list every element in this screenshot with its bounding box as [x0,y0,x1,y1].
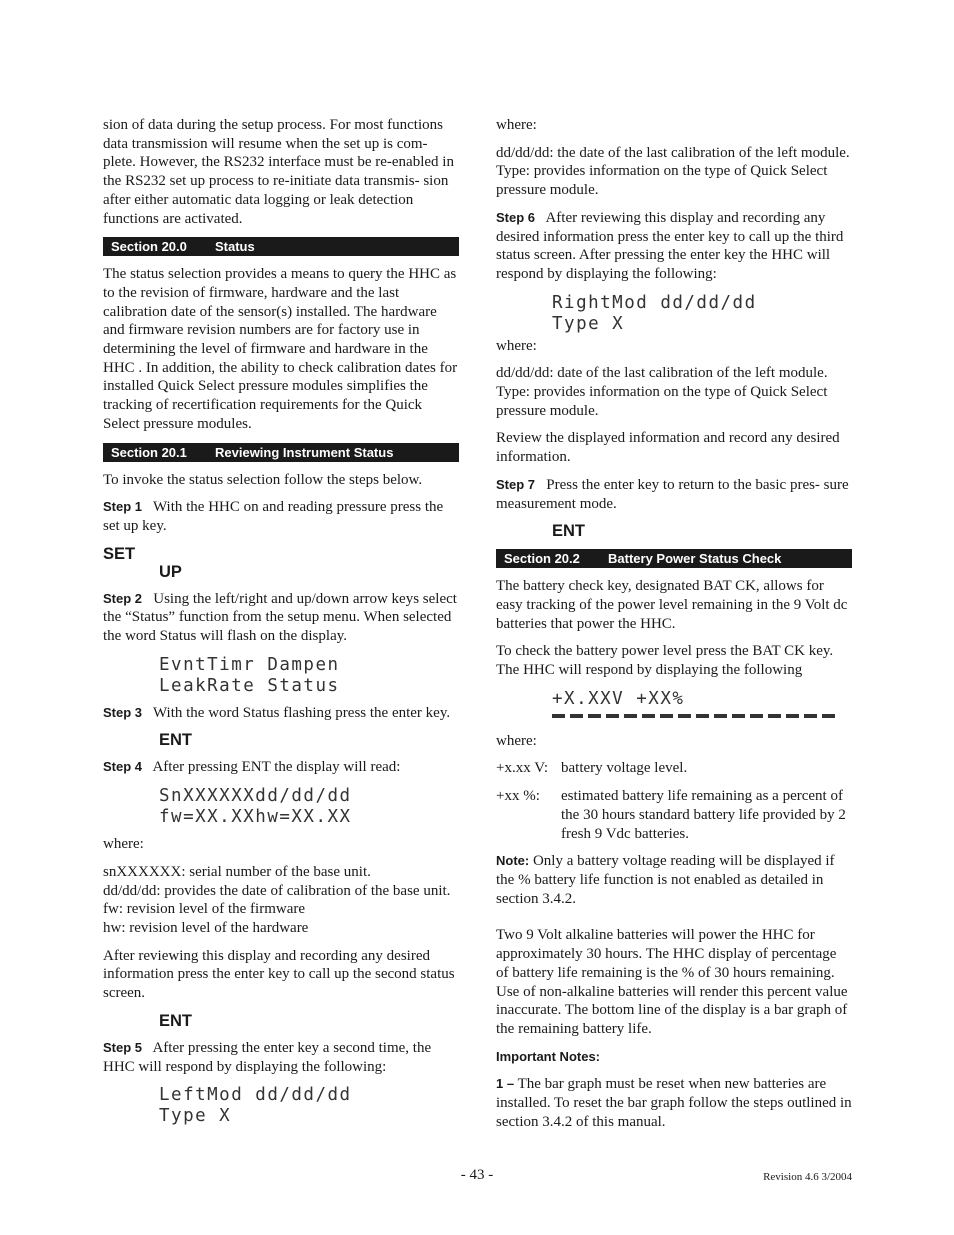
lcd-line: Type X [552,313,625,334]
definition-line: snXXXXXX: serial number of the base unit. [103,863,371,880]
bar-segment [696,714,709,718]
bar-segment [660,714,673,718]
bar-segment [642,714,655,718]
section-title: Status [215,239,255,255]
review-paragraph: After reviewing this display and recording any desired information press the enter key to call up the second status screen. [103,947,455,1002]
step-label: Step 7 [496,476,536,492]
right-column [496,116,852,1140]
step-text: With the HHC on and reading pressure press the set up key. [103,499,444,534]
section-heading-20-1 [103,443,459,462]
step-1 [103,498,459,535]
important-note-1 [496,1075,852,1131]
bar-segment [552,714,565,718]
section-title: Battery Power Status Check [608,551,782,567]
bar-segment [678,714,691,718]
definition-desc: estimated battery life remaining as a percent of the 30 hours standard battery life provided by 2 fresh 9 Vdc batteries. [561,788,846,842]
bar-segment [714,714,727,718]
lcd-line: RightMod dd/dd/dd [552,292,757,313]
lcd-display-serial [159,786,459,828]
lcd-display-right-module [552,293,852,335]
step-7 [496,476,852,513]
section-title: Reviewing Instrument Status [215,444,394,460]
definition-line: hw: revision level of the hardware [103,919,309,936]
definition-term: +xx %: [496,788,540,805]
note-paragraph [496,852,852,908]
step-4 [103,758,459,777]
lcd-line: LeftMod dd/dd/dd [159,1085,352,1106]
definition-list [103,863,459,938]
battery-life-paragraph: Two 9 Volt alkaline batteries will power the HHC for approximately 30 hours. The HHC display of percentage of battery life remaining is the % of 30 hours remaining. Use of non-alkaline batteries will render this percent value inaccurate. The bottom line of the display is a bar graph of the remaining battery life. [496,927,848,1037]
section-heading-20-0 [103,237,459,256]
section-number: Section 20.0 [111,239,187,255]
definition-list [496,364,852,420]
left-column [103,116,459,1134]
note-text: The bar graph must be reset when new batteries are installed. To reset the bar graph follow the steps outlined in section 3.4.2 of this manual. [496,1076,852,1130]
lcd-display-battery: +X.XXV +XX% [552,688,685,709]
key-ent: ENT [159,731,192,750]
bar-segment [750,714,763,718]
revision-label: Revision 4.6 3/2004 [763,1171,852,1183]
step-label: Step 6 [496,209,536,225]
key-ent: ENT [552,522,585,541]
step-label: Step 2 [103,590,143,606]
step-text: With the word Status flashing press the enter key. [153,704,451,721]
battery-intro-paragraph: The battery check key, designated BAT CK, allows for easy tracking of the power level remaining in the 9 Volt dc batteries that power the HHC. [496,578,848,632]
bar-segment [588,714,601,718]
page-number: - 43 - [460,1167,494,1183]
lcd-display-menu [159,655,459,697]
step-label: Step 3 [103,704,143,720]
where-label: where: [496,117,537,133]
step-5 [103,1039,459,1076]
bar-segment [624,714,637,718]
bar-segment [786,714,799,718]
battery-check-paragraph: To check the battery power level press the BAT CK key. The HHC will respond by displaying the following [496,643,834,679]
section-heading-20-2 [496,549,852,568]
paragraph-continued: sion of data during the setup process. For most functions data transmission will resume when the set up is com- plete. However, the RS232 interface must be re-enabled in the RS232 set up process to re-initiate data transmis- sion after either automatic data logging or leak detection functions are activated. [103,117,454,227]
step-label: Step 1 [103,499,143,515]
step-text: After pressing ENT the display will read: [152,759,401,776]
definition-line: Type: provides information on the type of Quick Select pressure module. [496,384,828,419]
step-text: After reviewing this display and recording any desired information press the enter key to call up the third status screen. After pressing the enter key the HHC will respond by displaying the following: [496,209,844,282]
step-6 [496,209,852,284]
bar-segment [804,714,817,718]
definition-line: Type: provides information on the type of Quick Select pressure module. [496,163,828,199]
step-label: Step 5 [103,1039,143,1055]
lcd-line: fw=XX.XXhw=XX.XX [159,807,352,828]
definition-list [496,144,852,200]
lcd-line: Type X [159,1106,232,1127]
definition-term: +x.xx V: [496,760,549,777]
review-paragraph: Review the displayed information and record any desired information. [496,430,840,466]
where-label: where: [496,337,537,354]
step-text: After pressing the enter key a second time, the HHC will respond by displaying the following: [103,1039,432,1075]
step-2 [103,590,459,646]
key-ent: ENT [159,1011,192,1030]
definition-voltage [496,759,852,778]
key-up: UP [159,562,182,581]
definition-desc: battery voltage level. [561,760,688,777]
page-footer [0,1166,954,1186]
where-label: where: [103,836,144,853]
definition-line: dd/dd/dd: provides the date of calibration of the base unit. [103,882,451,899]
section-number: Section 20.1 [111,444,187,460]
bar-segment [570,714,583,718]
definition-line: fw: revision level of the firmware [103,901,306,918]
definition-line: dd/dd/dd: the date of the last calibration of the left module. [496,144,850,161]
step-text: Using the left/right and up/down arrow keys select the “Status” function from the setup menu. When selected the word Status will flash on the display. [103,590,457,645]
definition-percent [496,787,852,843]
status-intro-paragraph: The status selection provides a means to query the HHC as to the revision of firmware, hardware and the last calibration date of the sensor(s) installed. The hardware and firmware revision numbers are for factory use in determining the level of firmware and hardware in the HHC . In addition, the ability to check calibration dates for installed Quick Select pressure modules simplifies the tracking of recertification requirements for the Quick Select pressure modules. [103,266,458,432]
key-set: SET [103,544,136,563]
note-text: Only a battery voltage reading will be displayed if the % battery life function is not enabled as detailed in section 3.4.2. [496,853,835,907]
important-notes-heading: Important Notes: [496,1048,600,1064]
definition-line: dd/dd/dd: date of the last calibration of the left module. [496,365,828,382]
lcd-line: LeakRate Status [159,675,340,696]
section-number: Section 20.2 [504,551,580,567]
bar-segment [768,714,781,718]
lcd-display-left-module [159,1085,459,1127]
where-label: where: [496,732,537,749]
bar-segment [606,714,619,718]
note-number: 1 – [496,1076,515,1092]
invoke-paragraph: To invoke the status selection follow the steps below. [103,471,423,488]
bar-segment [822,714,835,718]
step-3 [103,704,459,723]
lcd-line: EvntTimr Dampen [159,654,340,675]
step-text: Press the enter key to return to the basic pres- sure measurement mode. [496,476,849,512]
lcd-line: SnXXXXXXdd/dd/dd [159,786,352,807]
note-label: Note: [496,853,530,869]
step-label: Step 4 [103,759,143,775]
bar-segment [732,714,745,718]
battery-bar-graph [552,714,852,718]
